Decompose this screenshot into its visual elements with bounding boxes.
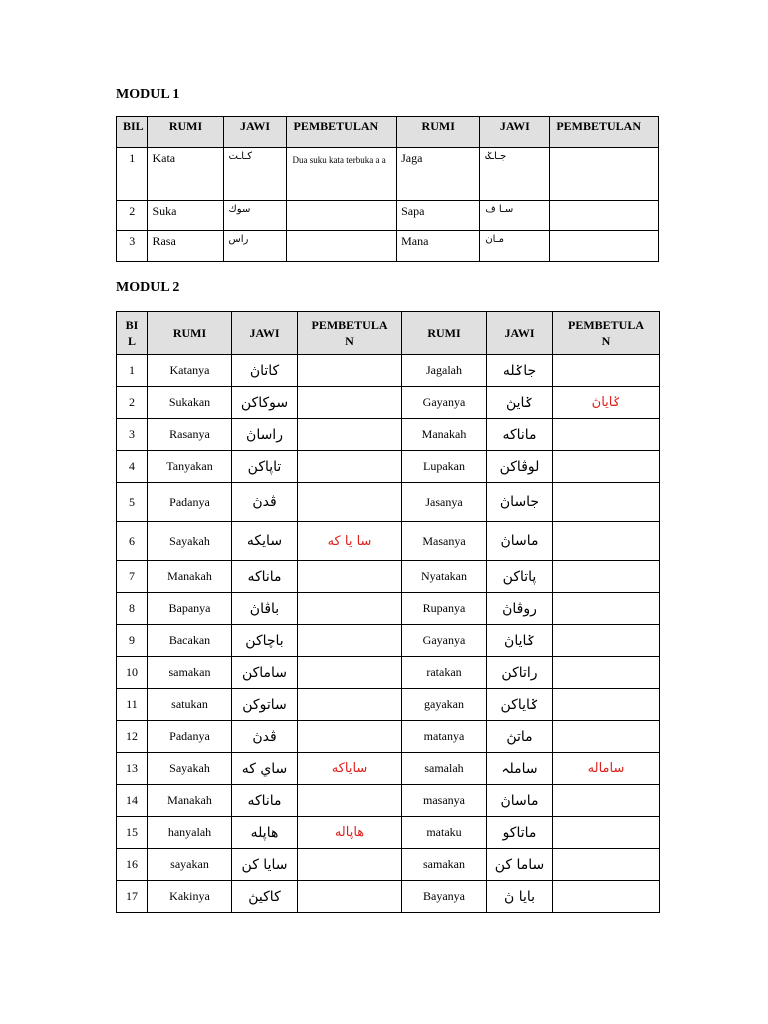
cell-rumi-2: Masanya bbox=[402, 522, 487, 561]
cell-rumi: Suka bbox=[148, 201, 223, 231]
cell-pembetulan bbox=[298, 881, 402, 913]
cell-pembetulan-2: ݢاياڽ bbox=[553, 387, 660, 419]
cell-pembetulan bbox=[287, 201, 397, 231]
cell-jawi: سوكاكن bbox=[232, 387, 298, 419]
cell-rumi: satukan bbox=[148, 689, 232, 721]
cell-jawi: سوك bbox=[223, 201, 287, 231]
table-row bbox=[117, 881, 660, 913]
cell-pembetulan-2 bbox=[553, 785, 660, 817]
cell-pembetulan-2 bbox=[553, 881, 660, 913]
cell-pembetulan: Dua suku kata terbuka a a bbox=[287, 148, 397, 201]
cell-pembetulan bbox=[298, 849, 402, 881]
header-jawi: JAWI bbox=[223, 117, 287, 148]
cell-jawi: ساي كه bbox=[232, 753, 298, 785]
cell-rumi-2: Mana bbox=[397, 231, 480, 262]
cell-jawi-2: بايا ڽ bbox=[487, 881, 553, 913]
cell-pembetulan: سا يا كه bbox=[298, 522, 402, 561]
cell-bil: 12 bbox=[117, 721, 148, 753]
cell-bil: 9 bbox=[117, 625, 148, 657]
cell-rumi-2: ratakan bbox=[402, 657, 487, 689]
cell-pembetulan bbox=[298, 483, 402, 522]
table-row bbox=[117, 753, 660, 785]
cell-rumi-2: Bayanya bbox=[402, 881, 487, 913]
modul-2-table bbox=[116, 311, 660, 913]
cell-pembetulan-2: ساماله bbox=[553, 753, 660, 785]
cell-jawi: سايكه bbox=[232, 522, 298, 561]
table-row bbox=[117, 451, 660, 483]
cell-pembetulan-2 bbox=[553, 657, 660, 689]
cell-jawi-2: ݢايڽ bbox=[487, 387, 553, 419]
cell-bil: 14 bbox=[117, 785, 148, 817]
header-pembetulan bbox=[298, 312, 402, 355]
cell-rumi: Katanya bbox=[148, 355, 232, 387]
cell-bil: 1 bbox=[117, 355, 148, 387]
cell-rumi: Manakah bbox=[148, 561, 232, 593]
cell-jawi: كـاـت bbox=[223, 148, 287, 201]
header-rumi: RUMI bbox=[148, 312, 232, 355]
cell-jawi-2: جاݢله bbox=[487, 355, 553, 387]
cell-rumi: Tanyakan bbox=[148, 451, 232, 483]
cell-bil: 3 bbox=[117, 419, 148, 451]
cell-rumi-2: Jagalah bbox=[402, 355, 487, 387]
cell-bil: 6 bbox=[117, 522, 148, 561]
table-header-row bbox=[117, 117, 659, 148]
cell-pembetulan bbox=[298, 689, 402, 721]
modul-2-title: MODUL 2 bbox=[116, 280, 180, 295]
cell-pembetulan bbox=[298, 355, 402, 387]
cell-pembetulan bbox=[287, 231, 397, 262]
header-bil: BIL bbox=[117, 117, 148, 148]
header-bil-text: BIL bbox=[125, 318, 139, 348]
modul-1-table bbox=[116, 116, 659, 262]
table-row bbox=[117, 657, 660, 689]
cell-rumi: hanyalah bbox=[148, 817, 232, 849]
header-pembetulan-text: PEMBETULAN bbox=[311, 318, 388, 348]
cell-rumi: Padanya bbox=[148, 483, 232, 522]
table-row bbox=[117, 387, 660, 419]
table-row bbox=[117, 148, 659, 201]
cell-jawi: ساماكن bbox=[232, 657, 298, 689]
cell-jawi: هاڽله bbox=[232, 817, 298, 849]
cell-pembetulan-2 bbox=[553, 522, 660, 561]
table-row bbox=[117, 419, 660, 451]
table-row bbox=[117, 483, 660, 522]
cell-rumi-2: Jasanya bbox=[402, 483, 487, 522]
table-row bbox=[117, 689, 660, 721]
cell-pembetulan-2 bbox=[553, 593, 660, 625]
cell-jawi-2: لوڤاكن bbox=[487, 451, 553, 483]
cell-rumi-2: Sapa bbox=[397, 201, 480, 231]
cell-jawi: كاتاڽ bbox=[232, 355, 298, 387]
cell-jawi-2: روڤاڽ bbox=[487, 593, 553, 625]
table-row bbox=[117, 785, 660, 817]
cell-jawi: ماناكه bbox=[232, 785, 298, 817]
header-jawi: JAWI bbox=[232, 312, 298, 355]
cell-rumi-2: Jaga bbox=[397, 148, 480, 201]
modul-2-table-body bbox=[117, 355, 660, 913]
cell-rumi: Sukakan bbox=[148, 387, 232, 419]
cell-pembetulan-2 bbox=[553, 689, 660, 721]
cell-bil: 15 bbox=[117, 817, 148, 849]
cell-rumi: Manakah bbox=[148, 785, 232, 817]
cell-rumi-2: matanya bbox=[402, 721, 487, 753]
cell-rumi: Padanya bbox=[148, 721, 232, 753]
cell-jawi: ڤدڽ bbox=[232, 483, 298, 522]
cell-pembetulan bbox=[298, 657, 402, 689]
cell-jawi-2: ماساڽ bbox=[487, 522, 553, 561]
cell-rumi-2: Lupakan bbox=[402, 451, 487, 483]
cell-pembetulan-2 bbox=[550, 231, 659, 262]
cell-pembetulan bbox=[298, 561, 402, 593]
cell-bil: 4 bbox=[117, 451, 148, 483]
cell-pembetulan bbox=[298, 721, 402, 753]
cell-bil: 1 bbox=[117, 148, 148, 201]
cell-pembetulan: ساياكه bbox=[298, 753, 402, 785]
cell-rumi: Rasanya bbox=[148, 419, 232, 451]
cell-pembetulan-2 bbox=[553, 483, 660, 522]
header-pembetulan: PEMBETULAN bbox=[287, 117, 397, 148]
cell-pembetulan bbox=[298, 451, 402, 483]
cell-pembetulan-2 bbox=[550, 201, 659, 231]
header-jawi-2: JAWI bbox=[480, 117, 550, 148]
cell-pembetulan-2 bbox=[553, 817, 660, 849]
cell-pembetulan-2 bbox=[553, 625, 660, 657]
header-rumi-2: RUMI bbox=[397, 117, 480, 148]
cell-jawi-2: ماساڽ bbox=[487, 785, 553, 817]
cell-pembetulan-2 bbox=[553, 561, 660, 593]
cell-jawi: ساتوكن bbox=[232, 689, 298, 721]
table-row bbox=[117, 849, 660, 881]
cell-jawi: باڤاڽ bbox=[232, 593, 298, 625]
cell-bil: 3 bbox=[117, 231, 148, 262]
cell-rumi-2: Nyatakan bbox=[402, 561, 487, 593]
cell-jawi-2: جاساڽ bbox=[487, 483, 553, 522]
cell-jawi-2: ساما كن bbox=[487, 849, 553, 881]
header-jawi-2: JAWI bbox=[487, 312, 553, 355]
cell-jawi-2: راتاكن bbox=[487, 657, 553, 689]
cell-jawi-2: ڽاتاكن bbox=[487, 561, 553, 593]
table-header-row bbox=[117, 312, 660, 355]
header-pembetulan-2 bbox=[553, 312, 660, 355]
cell-rumi: Bacakan bbox=[148, 625, 232, 657]
cell-rumi-2: samakan bbox=[402, 849, 487, 881]
cell-jawi: راس bbox=[223, 231, 287, 262]
table-row bbox=[117, 625, 660, 657]
cell-jawi: راساڽ bbox=[232, 419, 298, 451]
cell-pembetulan: هاڽاله bbox=[298, 817, 402, 849]
cell-rumi: Kakinya bbox=[148, 881, 232, 913]
cell-rumi-2: Gayanya bbox=[402, 387, 487, 419]
header-pembetulan-2: PEMBETULAN bbox=[550, 117, 659, 148]
cell-pembetulan bbox=[298, 593, 402, 625]
table-row bbox=[117, 817, 660, 849]
cell-jawi: ماناكه bbox=[232, 561, 298, 593]
cell-jawi-2: جـاـݢ bbox=[480, 148, 550, 201]
cell-jawi-2: ماتڽ bbox=[487, 721, 553, 753]
cell-jawi-2: ماناكه bbox=[487, 419, 553, 451]
cell-jawi-2: ساملہ bbox=[487, 753, 553, 785]
cell-jawi-2: ݢاياكن bbox=[487, 689, 553, 721]
table-row bbox=[117, 201, 659, 231]
cell-rumi-2: Rupanya bbox=[402, 593, 487, 625]
cell-jawi: سايا كن bbox=[232, 849, 298, 881]
cell-bil: 17 bbox=[117, 881, 148, 913]
table-row bbox=[117, 355, 660, 387]
cell-pembetulan-2 bbox=[550, 148, 659, 201]
cell-pembetulan-2 bbox=[553, 419, 660, 451]
cell-rumi: Sayakah bbox=[148, 753, 232, 785]
cell-pembetulan bbox=[298, 387, 402, 419]
header-rumi-2: RUMI bbox=[402, 312, 487, 355]
cell-rumi-2: Manakah bbox=[402, 419, 487, 451]
cell-jawi: تاڽاكن bbox=[232, 451, 298, 483]
cell-bil: 2 bbox=[117, 387, 148, 419]
cell-rumi-2: masanya bbox=[402, 785, 487, 817]
table-row bbox=[117, 522, 660, 561]
table-row bbox=[117, 593, 660, 625]
cell-bil: 10 bbox=[117, 657, 148, 689]
cell-rumi-2: samalah bbox=[402, 753, 487, 785]
modul-1-title: MODUL 1 bbox=[116, 87, 180, 102]
cell-rumi-2: Gayanya bbox=[402, 625, 487, 657]
cell-rumi: sayakan bbox=[148, 849, 232, 881]
cell-jawi: كاكيڽ bbox=[232, 881, 298, 913]
cell-jawi-2: ماتاكو bbox=[487, 817, 553, 849]
cell-pembetulan-2 bbox=[553, 849, 660, 881]
header-bil bbox=[117, 312, 148, 355]
table-row bbox=[117, 721, 660, 753]
table-row bbox=[117, 231, 659, 262]
cell-bil: 7 bbox=[117, 561, 148, 593]
cell-pembetulan bbox=[298, 419, 402, 451]
header-pembetulan-2-text: PEMBETULAN bbox=[567, 318, 644, 348]
cell-pembetulan-2 bbox=[553, 355, 660, 387]
cell-rumi: Rasa bbox=[148, 231, 223, 262]
cell-bil: 2 bbox=[117, 201, 148, 231]
cell-bil: 8 bbox=[117, 593, 148, 625]
cell-pembetulan bbox=[298, 625, 402, 657]
cell-bil: 5 bbox=[117, 483, 148, 522]
cell-pembetulan bbox=[298, 785, 402, 817]
cell-jawi: باچاكن bbox=[232, 625, 298, 657]
table-row bbox=[117, 561, 660, 593]
cell-jawi-2: مـان bbox=[480, 231, 550, 262]
cell-bil: 16 bbox=[117, 849, 148, 881]
header-rumi: RUMI bbox=[148, 117, 223, 148]
cell-pembetulan-2 bbox=[553, 451, 660, 483]
cell-pembetulan-2 bbox=[553, 721, 660, 753]
cell-bil: 11 bbox=[117, 689, 148, 721]
cell-rumi-2: mataku bbox=[402, 817, 487, 849]
cell-jawi-2: ݢاياڽ bbox=[487, 625, 553, 657]
cell-jawi: ڤدڽ bbox=[232, 721, 298, 753]
cell-bil: 13 bbox=[117, 753, 148, 785]
cell-rumi: Sayakah bbox=[148, 522, 232, 561]
cell-jawi-2: سـا ف bbox=[480, 201, 550, 231]
cell-rumi: Bapanya bbox=[148, 593, 232, 625]
cell-rumi: Kata bbox=[148, 148, 223, 201]
cell-rumi-2: gayakan bbox=[402, 689, 487, 721]
cell-rumi: samakan bbox=[148, 657, 232, 689]
